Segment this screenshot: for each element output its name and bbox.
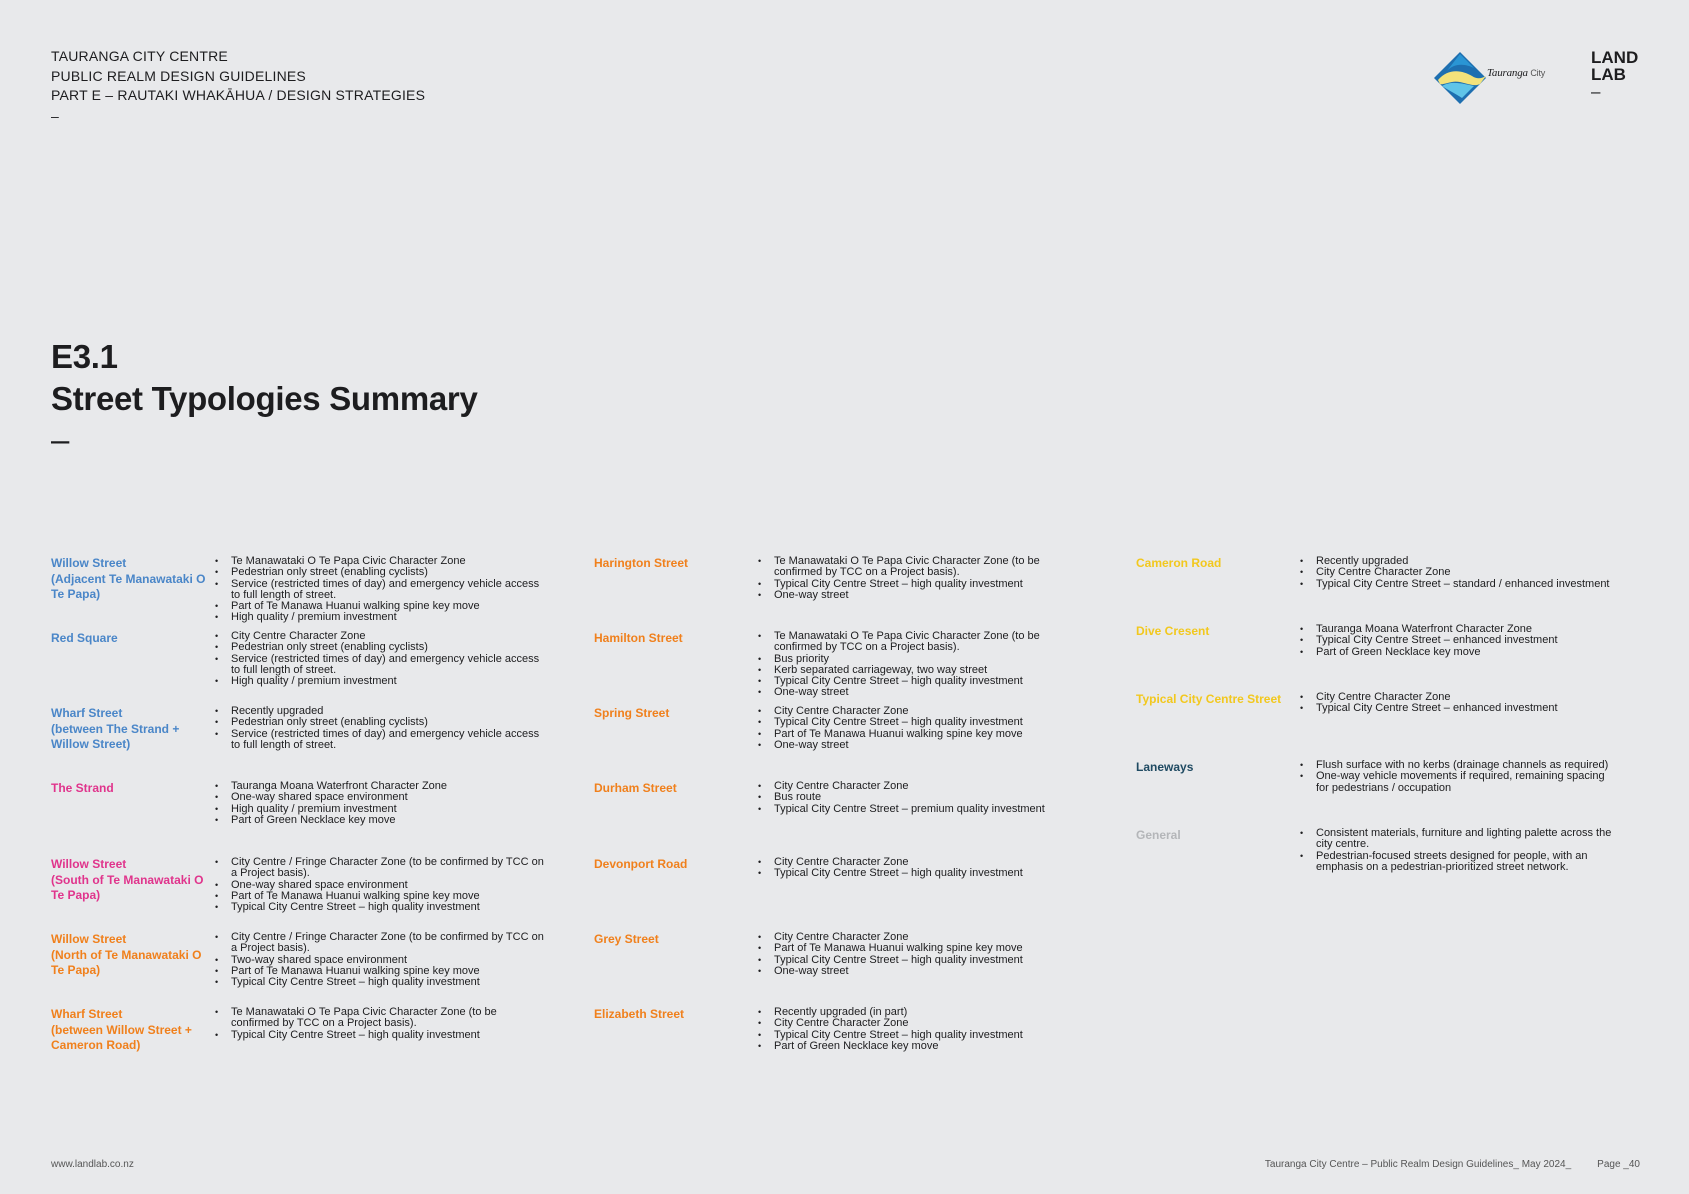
list-item: • Recently upgraded: [1300, 556, 1620, 567]
list-item: • Part of Te Manawa Huanui walking spine key move: [215, 601, 545, 612]
list-item: • High quality / premium investment: [215, 804, 545, 815]
section-code: E3.1: [51, 338, 118, 375]
list-item: • Te Manawataki O Te Papa Civic Character Zone (to be confirmed by TCC on a Project basis).: [215, 1007, 545, 1030]
street-name: Wharf Street (between Willow Street + Cameron Road): [51, 1007, 192, 1052]
street-name: General: [1136, 828, 1181, 842]
page-number: Page _40: [1597, 1159, 1640, 1170]
list-item: • Typical City Centre Street – high quality investment: [215, 977, 545, 988]
list-item: • Flush surface with no kerbs (drainage channels as required): [1300, 760, 1620, 771]
street-attributes-list: [758, 706, 1088, 751]
list-item: • Part of Te Manawa Huanui walking spine key move: [215, 966, 545, 977]
list-item: • Typical City Centre Street – enhanced investment: [1300, 635, 1620, 646]
list-item: • Bus priority: [758, 654, 1088, 665]
logo-wordmark: [1487, 67, 1545, 79]
list-item: • City Centre Character Zone: [758, 857, 1088, 868]
list-item: • Typical City Centre Street – high quality investment: [758, 955, 1088, 966]
street-name: Hamilton Street: [594, 631, 683, 645]
header-line-2: PUBLIC REALM DESIGN GUIDELINES: [51, 67, 306, 84]
list-item: • Te Manawataki O Te Papa Civic Character Zone (to be confirmed by TCC on a Project basis).: [758, 631, 1088, 654]
list-item: • Typical City Centre Street – high quality investment: [758, 868, 1088, 879]
list-item: • Service (restricted times of day) and emergency vehicle access to full length of street.: [215, 729, 545, 752]
street-name: Red Square: [51, 631, 118, 645]
list-item: • City Centre Character Zone: [758, 1018, 1088, 1029]
list-item: • One-way vehicle movements if required, remaining spacing for pedestrians / occupation: [1300, 771, 1620, 794]
list-item: • Part of Te Manawa Huanui walking spine key move: [758, 729, 1088, 740]
header-dash: –: [51, 107, 59, 124]
title-dash: –: [51, 421, 70, 458]
list-item: • City Centre Character Zone: [758, 781, 1088, 792]
list-item: • One-way street: [758, 966, 1088, 977]
list-item: • Service (restricted times of day) and emergency vehicle access to full length of street.: [215, 579, 545, 602]
document-header: [51, 47, 425, 126]
list-item: • Typical City Centre Street – high quality investment: [758, 676, 1088, 687]
street-name: Wharf Street (between The Strand + Willow Street): [51, 706, 180, 751]
list-item: • Pedestrian-focused streets designed for people, with an emphasis on a pedestrian-prioritized street network.: [1300, 851, 1620, 874]
street-name: Elizabeth Street: [594, 1007, 685, 1021]
street-name: The Strand: [51, 781, 114, 795]
list-item: • Part of Te Manawa Huanui walking spine key move: [758, 943, 1088, 954]
street-name: Willow Street (South of Te Manawataki O Te Papa): [51, 857, 204, 902]
list-item: • City Centre / Fringe Character Zone (to be confirmed by TCC on a Project basis).: [215, 857, 545, 880]
list-item: • Te Manawataki O Te Papa Civic Character Zone (to be confirmed by TCC on a Project basis).: [758, 556, 1088, 579]
section-title-block: [51, 336, 478, 458]
list-item: • City Centre / Fringe Character Zone (to be confirmed by TCC on a Project basis).: [215, 932, 545, 955]
street-attributes-list: [215, 556, 545, 624]
list-item: • Typical City Centre Street – premium quality investment: [758, 804, 1088, 815]
street-attributes-list: [758, 857, 1088, 880]
landlab-line-2: LAB: [1591, 65, 1626, 84]
list-item: • One-way shared space environment: [215, 880, 545, 891]
street-name: Devonport Road: [594, 857, 688, 871]
street-attributes-list: [1300, 556, 1620, 590]
street-name: Cameron Road: [1136, 556, 1222, 570]
list-item: • Pedestrian only street (enabling cyclists): [215, 642, 545, 653]
list-item: • Kerb separated carriageway, two way street: [758, 665, 1088, 676]
list-item: • Typical City Centre Street – standard / enhanced investment: [1300, 579, 1620, 590]
list-item: • Part of Green Necklace key move: [215, 815, 545, 826]
street-attributes-list: [758, 631, 1088, 699]
street-attributes-list: [1300, 624, 1620, 658]
street-attributes-list: [1300, 828, 1620, 873]
list-item: • Part of Green Necklace key move: [758, 1041, 1088, 1052]
list-item: • One-way street: [758, 590, 1088, 601]
list-item: • Typical City Centre Street – high quality investment: [215, 902, 545, 913]
list-item: • Te Manawataki O Te Papa Civic Character Zone: [215, 556, 545, 567]
footer-website: www.landlab.co.nz: [51, 1159, 134, 1170]
street-attributes-list: [758, 556, 1088, 601]
street-attributes-list: [215, 857, 545, 913]
landlab-dash: –: [1591, 82, 1601, 101]
page-title: Street Typologies Summary: [51, 380, 478, 417]
street-attributes-list: [215, 932, 545, 988]
list-item: • Two-way shared space environment: [215, 955, 545, 966]
street-attributes-list: [215, 1007, 545, 1041]
landlab-line-1: LAND: [1591, 48, 1639, 67]
list-item: • Recently upgraded: [215, 706, 545, 717]
list-item: • Typical City Centre Street – high quality investment: [215, 1030, 545, 1041]
street-attributes-list: [758, 781, 1088, 815]
street-attributes-list: [215, 781, 545, 826]
street-attributes-list: [215, 706, 545, 751]
street-attributes-list: [758, 932, 1088, 977]
list-item: • Typical City Centre Street – enhanced investment: [1300, 703, 1620, 714]
list-item: • City Centre Character Zone: [215, 631, 545, 642]
footer-document-title: Tauranga City Centre – Public Realm Design Guidelines_ May 2024_: [1264, 1159, 1572, 1170]
list-item: • Service (restricted times of day) and emergency vehicle access to full length of street.: [215, 654, 545, 677]
street-name: Harington Street: [594, 556, 689, 570]
list-item: • Pedestrian only street (enabling cyclists): [215, 567, 545, 578]
footer-info: [1239, 1159, 1640, 1170]
list-item: • City Centre Character Zone: [758, 706, 1088, 717]
logo-wordmark-main: Tauranga: [1487, 67, 1528, 79]
street-attributes-list: [215, 631, 545, 687]
list-item: • Tauranga Moana Waterfront Character Zone: [215, 781, 545, 792]
street-name: Dive Cresent: [1136, 624, 1210, 638]
list-item: • Tauranga Moana Waterfront Character Zone: [1300, 624, 1620, 635]
street-name: Typical City Centre Street: [1136, 692, 1282, 706]
list-item: • Pedestrian only street (enabling cyclists): [215, 717, 545, 728]
street-name: Spring Street: [594, 706, 670, 720]
list-item: • City Centre Character Zone: [1300, 692, 1620, 703]
list-item: • High quality / premium investment: [215, 612, 545, 623]
street-name: Willow Street (Adjacent Te Manawataki O Te Papa): [51, 556, 206, 601]
list-item: • One-way street: [758, 687, 1088, 698]
street-attributes-list: [1300, 692, 1620, 715]
list-item: • Part of Te Manawa Huanui walking spine key move: [215, 891, 545, 902]
street-name: Willow Street (North of Te Manawataki O Te Papa): [51, 932, 202, 977]
street-name: Laneways: [1136, 760, 1194, 774]
street-attributes-list: [1300, 760, 1620, 794]
list-item: • Recently upgraded (in part): [758, 1007, 1088, 1018]
list-item: • Typical City Centre Street – high quality investment: [758, 579, 1088, 590]
logo-wordmark-suffix: City: [1530, 68, 1546, 78]
list-item: • High quality / premium investment: [215, 676, 545, 687]
header-line-1: TAURANGA CITY CENTRE: [51, 48, 228, 64]
list-item: • Part of Green Necklace key move: [1300, 647, 1620, 658]
list-item: • Bus route: [758, 792, 1088, 803]
list-item: • City Centre Character Zone: [1300, 567, 1620, 578]
street-name: Grey Street: [594, 932, 659, 946]
street-name: Durham Street: [594, 781, 677, 795]
header-line-3: PART E – RAUTAKI WHAKĀHUA / DESIGN STRATEGIES: [51, 87, 426, 103]
list-item: • Typical City Centre Street – high quality investment: [758, 717, 1088, 728]
list-item: • One-way street: [758, 740, 1088, 751]
street-attributes-list: [758, 1007, 1088, 1052]
list-item: • Typical City Centre Street – high quality investment: [758, 1030, 1088, 1041]
landlab-logo: [1591, 49, 1638, 100]
list-item: • City Centre Character Zone: [758, 932, 1088, 943]
list-item: • One-way shared space environment: [215, 792, 545, 803]
list-item: • Consistent materials, furniture and lighting palette across the city centre.: [1300, 828, 1620, 851]
